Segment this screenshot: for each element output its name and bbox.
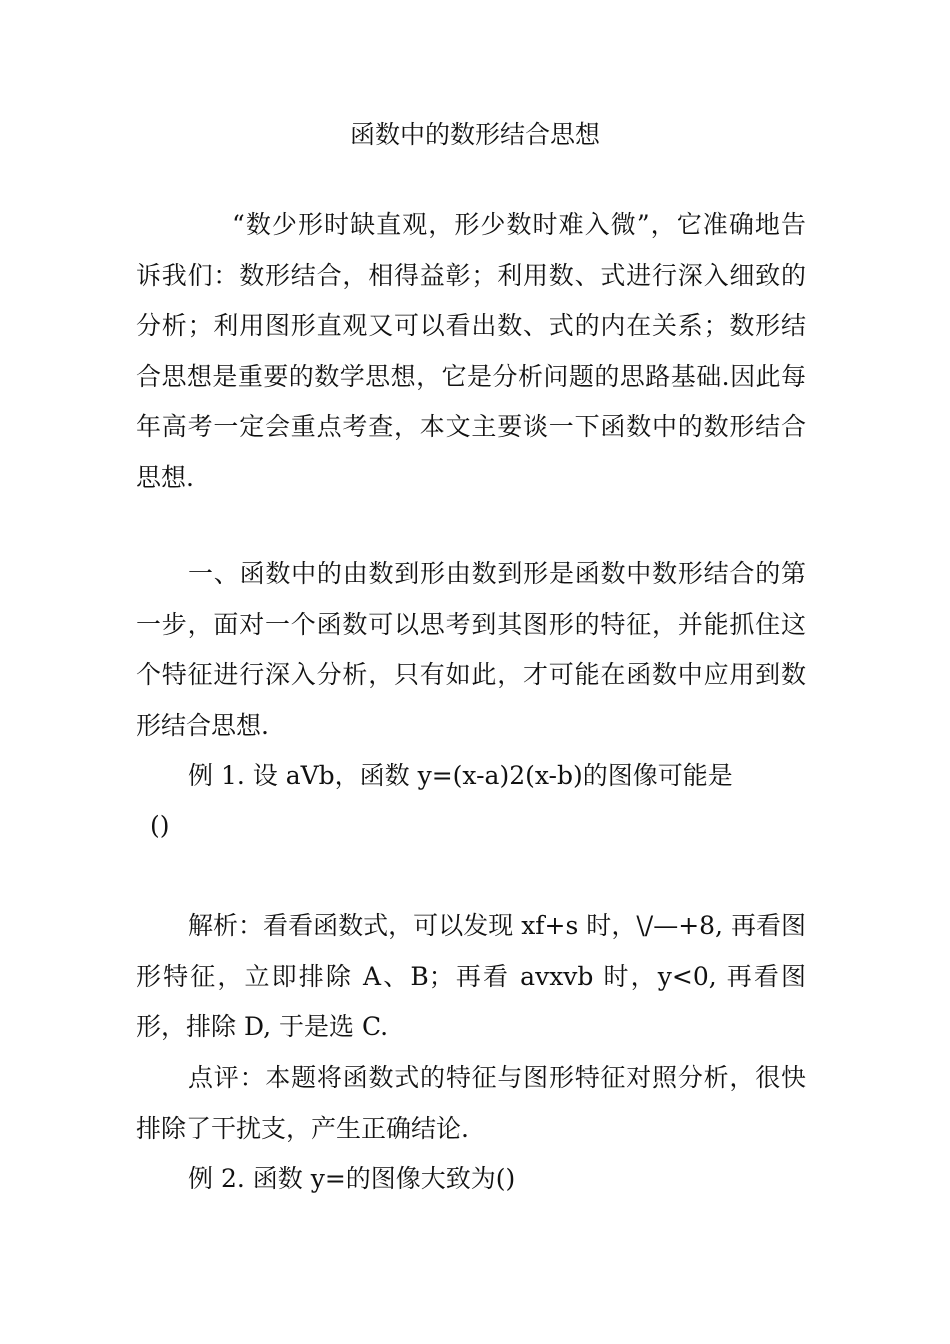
comment-paragraph: 点评：本题将函数式的特征与图形特征对照分析，很快排除了干扰支，产生正确结论. (136, 1063, 806, 1143)
section-one-paragraph: 一、函数中的由数到形由数到形是函数中数形结合的第一步，面对一个函数可以思考到其图形的特征，并能抓住这个特征进行深入分析，只有如此，才可能在函数中应用到数形结合思想. (136, 559, 806, 740)
document-title: 函数中的数形结合思想 (349, 120, 600, 149)
analysis-paragraph: 解析：看看函数式，可以发现 xf+s 时，\/—+8, 再看图形特征，立即排除 A、B；再看 avxvb 时，y<0, 再看图形，排除 D, 于是选 C. (136, 911, 806, 1041)
example-one-question: 例 1. 设 aVb，函数 y=(x-a)2(x-b)的图像可能是 (188, 761, 733, 790)
intro-paragraph: “数少形时缺直观，形少数时难入微”，它准确地告诉我们：数形结合，相得益彰；利用数、式进行深入细致的分析；利用图形直观又可以看出数、式的内在关系；数形结合思想是重要的数学思想，它是分析问题的思路基础.因此每年高考一定会重点考查，本文主要谈一下函数中的数形结合思想. (136, 210, 806, 492)
example-one-answer-blank: () (150, 811, 170, 840)
example-two-question: 例 2. 函数 y=的图像大致为() (188, 1164, 516, 1193)
